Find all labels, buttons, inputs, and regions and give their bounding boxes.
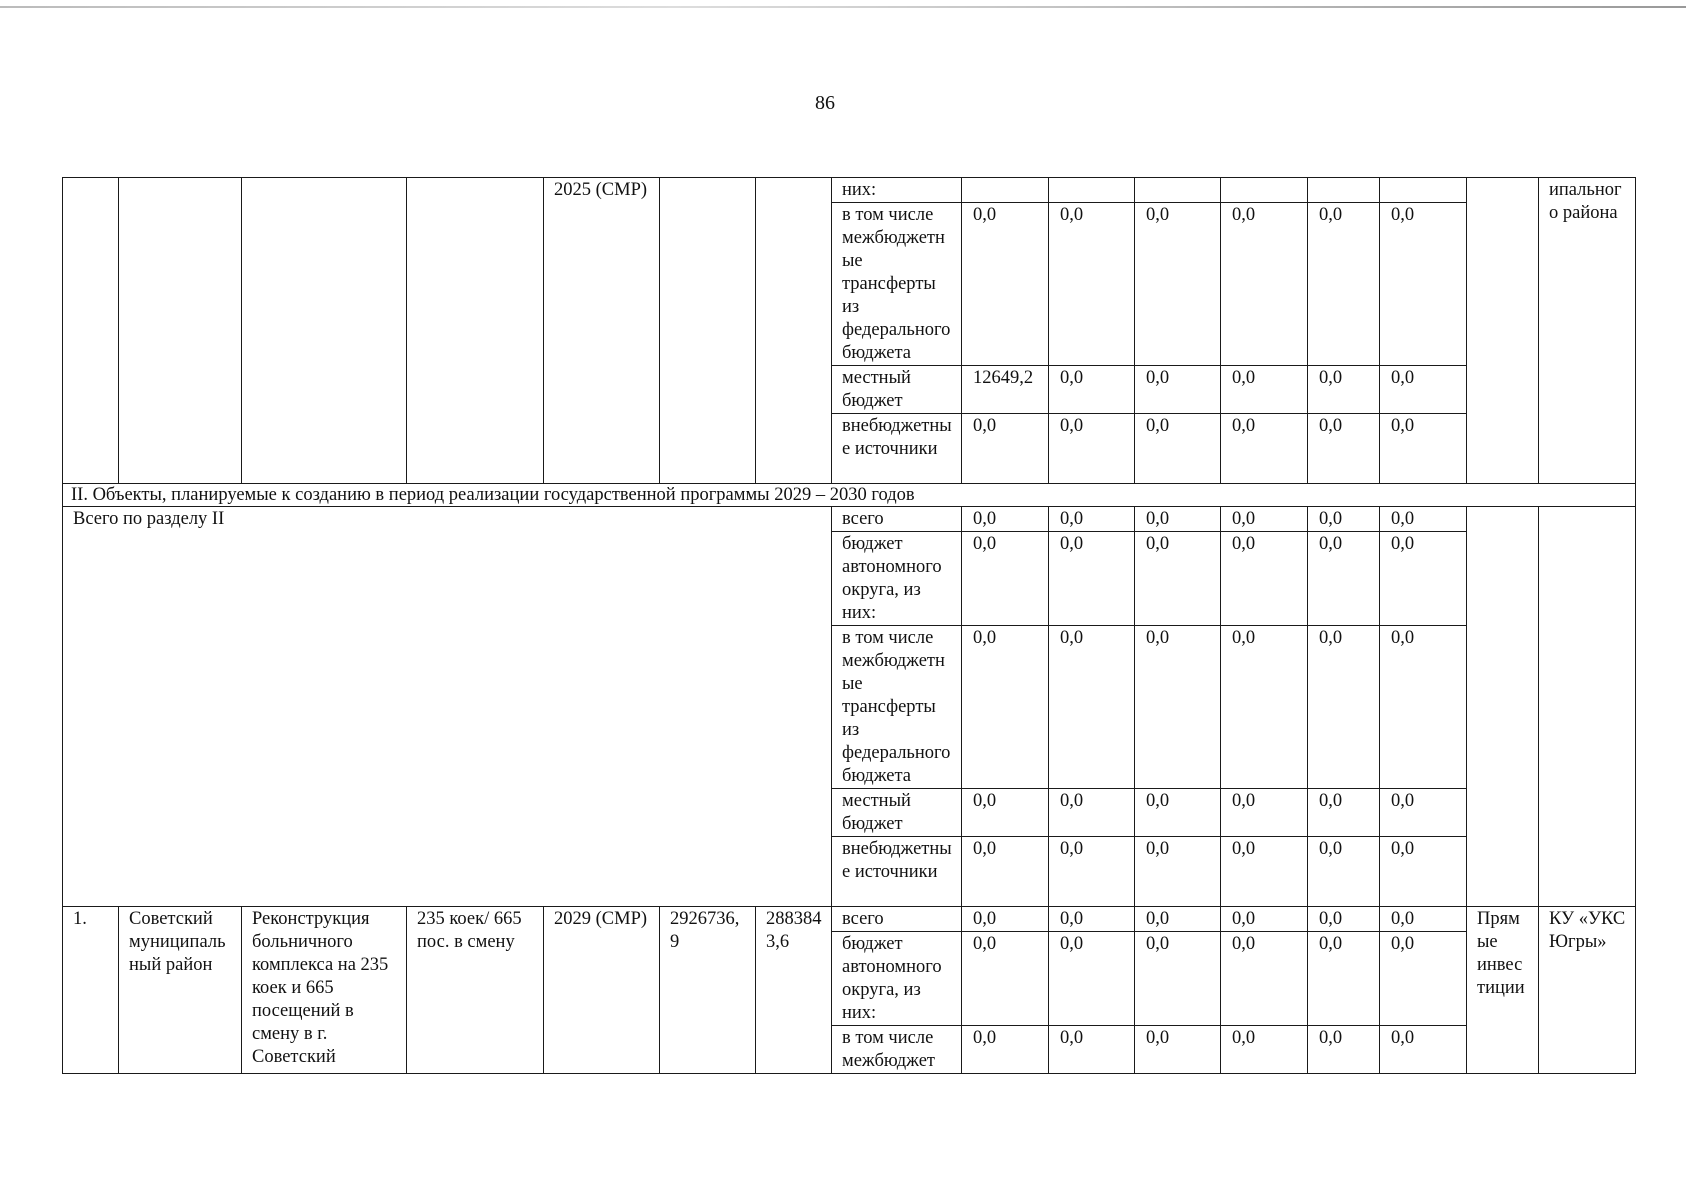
source-label: внебюджетные источники xyxy=(832,414,962,484)
source-label: в том числе межбюджетные трансферты из федерального бюджета xyxy=(832,203,962,366)
cell-empty xyxy=(242,178,407,484)
budget-table-wrapper xyxy=(62,177,1635,1074)
value-cell: 0,0 xyxy=(1380,414,1467,484)
value-cell: 0,0 xyxy=(1049,789,1135,837)
value-cell: 0,0 xyxy=(1221,507,1308,532)
cell-empty xyxy=(756,178,832,484)
value-cell: 0,0 xyxy=(1049,414,1135,484)
value-cell: 0,0 xyxy=(1380,203,1467,366)
cell-empty xyxy=(119,178,242,484)
value-cell: 0,0 xyxy=(1380,507,1467,532)
value-cell: 0,0 xyxy=(962,1026,1049,1074)
table-row xyxy=(63,907,1636,932)
cell-empty xyxy=(407,178,544,484)
object-period: 2029 (СМР) xyxy=(544,907,660,1074)
value-cell: 0,0 xyxy=(1135,366,1221,414)
value-cell: 0,0 xyxy=(1380,1026,1467,1074)
value-cell: 0,0 xyxy=(1135,414,1221,484)
source-label: всего xyxy=(832,907,962,932)
value-cell: 0,0 xyxy=(1135,789,1221,837)
value-cell: 12649,2 xyxy=(962,366,1049,414)
value-cell: 0,0 xyxy=(1308,932,1380,1026)
value-cell: 0,0 xyxy=(1135,507,1221,532)
value-cell xyxy=(1380,178,1467,203)
value-cell: 0,0 xyxy=(1135,932,1221,1026)
value-cell: 0,0 xyxy=(1135,837,1221,907)
value-cell: 0,0 xyxy=(1308,907,1380,932)
value-cell: 0,0 xyxy=(1308,1026,1380,1074)
value-cell: 0,0 xyxy=(1135,907,1221,932)
value-cell xyxy=(1221,178,1308,203)
value-cell: 0,0 xyxy=(1135,532,1221,626)
value-cell: 0,0 xyxy=(962,907,1049,932)
source-label: местный бюджет xyxy=(832,366,962,414)
value-cell: 0,0 xyxy=(1380,837,1467,907)
object-capacity: 235 коек/ 665 пос. в смену xyxy=(407,907,544,1074)
page-number: 86 xyxy=(815,92,835,114)
value-cell: 0,0 xyxy=(962,203,1049,366)
value-cell: 0,0 xyxy=(1049,626,1135,789)
object-remaining-cost: 2883843,6 xyxy=(756,907,832,1074)
value-cell: 0,0 xyxy=(1308,532,1380,626)
value-cell: 0,0 xyxy=(962,932,1049,1026)
value-cell: 0,0 xyxy=(962,626,1049,789)
value-cell: 0,0 xyxy=(1380,907,1467,932)
value-cell xyxy=(1049,178,1135,203)
value-cell xyxy=(1308,178,1380,203)
section-title-row xyxy=(63,484,1636,507)
value-cell: 0,0 xyxy=(1049,837,1135,907)
value-cell: 0,0 xyxy=(962,507,1049,532)
value-cell: 0,0 xyxy=(1380,626,1467,789)
value-cell: 0,0 xyxy=(1221,837,1308,907)
value-cell: 0,0 xyxy=(1380,789,1467,837)
value-cell: 0,0 xyxy=(1135,1026,1221,1074)
value-cell: 0,0 xyxy=(1135,203,1221,366)
value-cell: 0,0 xyxy=(1049,1026,1135,1074)
value-cell: 0,0 xyxy=(1380,532,1467,626)
value-cell: 0,0 xyxy=(1221,203,1308,366)
value-cell: 0,0 xyxy=(1308,507,1380,532)
customer-fragment-cell: ипального района xyxy=(1539,178,1636,484)
cell-empty xyxy=(1539,507,1636,907)
value-cell: 0,0 xyxy=(1221,932,1308,1026)
value-cell: 0,0 xyxy=(1308,203,1380,366)
value-cell: 0,0 xyxy=(1049,366,1135,414)
object-name: Реконструкция больничного комплекса на 235 коек и 665 посещений в смену в г. Советский xyxy=(242,907,407,1074)
source-label: внебюджетные источники xyxy=(832,837,962,907)
value-cell: 0,0 xyxy=(962,789,1049,837)
value-cell: 0,0 xyxy=(1049,507,1135,532)
value-cell: 0,0 xyxy=(1221,626,1308,789)
cell-empty xyxy=(1467,507,1539,907)
source-label: бюджет автономного округа, из них: xyxy=(832,532,962,626)
object-number: 1. xyxy=(63,907,119,1074)
value-cell: 0,0 xyxy=(1221,414,1308,484)
value-cell: 0,0 xyxy=(1135,626,1221,789)
table-row xyxy=(63,178,1636,203)
value-cell: 0,0 xyxy=(1049,907,1135,932)
value-cell: 0,0 xyxy=(962,837,1049,907)
source-label: бюджет автономного округа, из них: xyxy=(832,932,962,1026)
value-cell: 0,0 xyxy=(1049,203,1135,366)
cell-empty xyxy=(63,178,119,484)
value-cell: 0,0 xyxy=(1308,789,1380,837)
year-period-cell: 2025 (СМР) xyxy=(544,178,660,484)
source-label: местный бюджет xyxy=(832,789,962,837)
value-cell: 0,0 xyxy=(1049,532,1135,626)
budget-table xyxy=(62,177,1636,1074)
cell-empty xyxy=(1467,178,1539,484)
value-cell xyxy=(962,178,1049,203)
table-row xyxy=(63,507,1636,532)
source-label: них: xyxy=(832,178,962,203)
value-cell: 0,0 xyxy=(1049,932,1135,1026)
source-label: всего xyxy=(832,507,962,532)
object-investment-type: Прямые инвестиции xyxy=(1467,907,1539,1074)
value-cell: 0,0 xyxy=(1380,932,1467,1026)
section-total-label: Всего по разделу II xyxy=(63,507,832,907)
value-cell: 0,0 xyxy=(1308,837,1380,907)
value-cell: 0,0 xyxy=(1221,907,1308,932)
value-cell: 0,0 xyxy=(1308,626,1380,789)
value-cell: 0,0 xyxy=(1221,1026,1308,1074)
section-title: II. Объекты, планируемые к созданию в период реализации государственной программы 2029 – 2030 годов xyxy=(63,484,1636,507)
source-label: в том числе межбюджет xyxy=(832,1026,962,1074)
value-cell: 0,0 xyxy=(1308,414,1380,484)
object-municipality: Советский муниципальный район xyxy=(119,907,242,1074)
cell-empty xyxy=(660,178,756,484)
value-cell: 0,0 xyxy=(1221,789,1308,837)
object-customer: КУ «УКС Югры» xyxy=(1539,907,1636,1074)
value-cell: 0,0 xyxy=(962,414,1049,484)
object-estimated-cost: 2926736,9 xyxy=(660,907,756,1074)
source-label: в том числе межбюджетные трансферты из федерального бюджета xyxy=(832,626,962,789)
value-cell: 0,0 xyxy=(1221,532,1308,626)
value-cell: 0,0 xyxy=(1308,366,1380,414)
value-cell: 0,0 xyxy=(962,532,1049,626)
value-cell: 0,0 xyxy=(1380,366,1467,414)
scan-top-edge xyxy=(0,6,1686,8)
value-cell: 0,0 xyxy=(1221,366,1308,414)
value-cell xyxy=(1135,178,1221,203)
